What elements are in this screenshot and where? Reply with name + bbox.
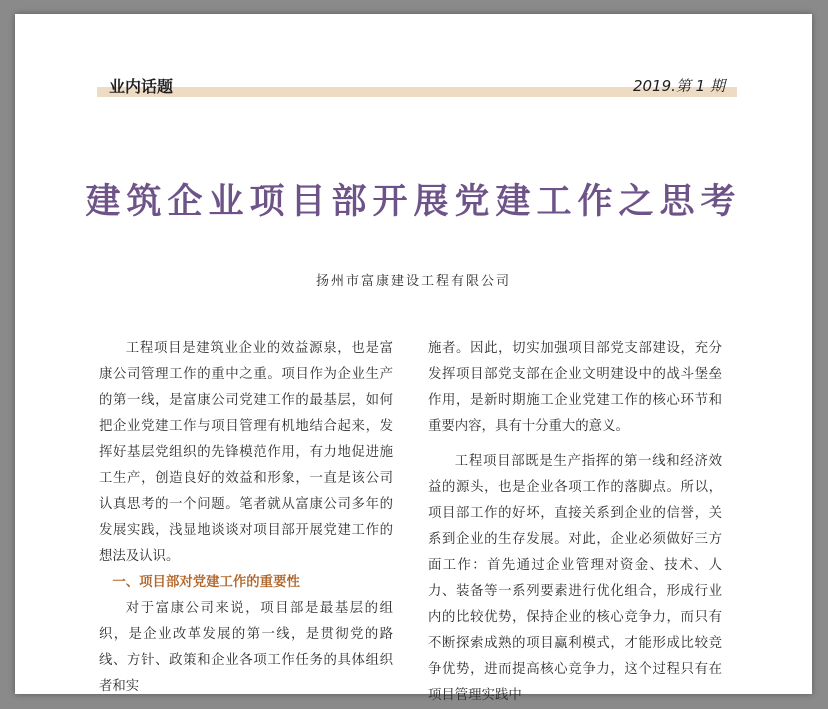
left-column xyxy=(99,336,393,700)
body-paragraph: 对于富康公司来说，项目部是最基层的组织，是企业改革发展的第一线，是贯彻党的路线、方针、政策和企业各项工作任务的具体组织者和实 xyxy=(99,601,393,694)
issue-label: 2019.第 1 期 xyxy=(632,77,725,95)
body-paragraph: 工程项目是建筑业企业的效益源泉，也是富康公司管理工作的重中之重。项目作为企业生产的第一线，是富康公司党建工作的最基层，如何把企业党建工作与项目管理有机地结合起来，发挥好基层党组织的先锋模范作用，有力地促进施工生产，创造良好的效益和形象，一直是该公司认真思考的一个问题。笔者就从富康公司多年的发展实践，浅显地谈谈对项目部开展党建工作的想法及认识。 xyxy=(99,341,393,564)
running-header xyxy=(97,74,737,98)
article-title: 建筑企业项目部开展党建工作之思考 xyxy=(85,182,742,222)
right-column xyxy=(428,336,722,709)
section-heading: 一、项目部对党建工作的重要性 xyxy=(112,575,300,590)
paragraph-gap xyxy=(428,440,722,449)
article-author: 扬州市富康建设工程有限公司 xyxy=(315,274,511,289)
document-page xyxy=(15,14,812,703)
section-label: 业内话题 xyxy=(109,77,174,96)
body-paragraph: 工程项目部既是生产指挥的第一线和经济效益的源头，也是企业各项工作的落脚点。所以，项目部工作的好坏，直接关系到企业的信誉，关系到企业的生存发展。对此，企业必须做好三方面工作：首先通过企业管理对资金、技术、人力、装备等一系列要素进行优化组合，形成行业内的比较优势，保持企业的核心竞争力，而只有不断探索成熟的项目赢利模式，才能形成比较竞争优势，进而提高核心竞争力，这个过程只有在项目管理实践中 xyxy=(428,454,722,703)
body-paragraph: 施者。因此，切实加强项目部党支部建设，充分发挥项目部党支部在企业文明建设中的战斗堡垒作用，是新时期施工企业党建工作的核心环节和重要内容，具有十分重大的意义。 xyxy=(428,341,722,434)
